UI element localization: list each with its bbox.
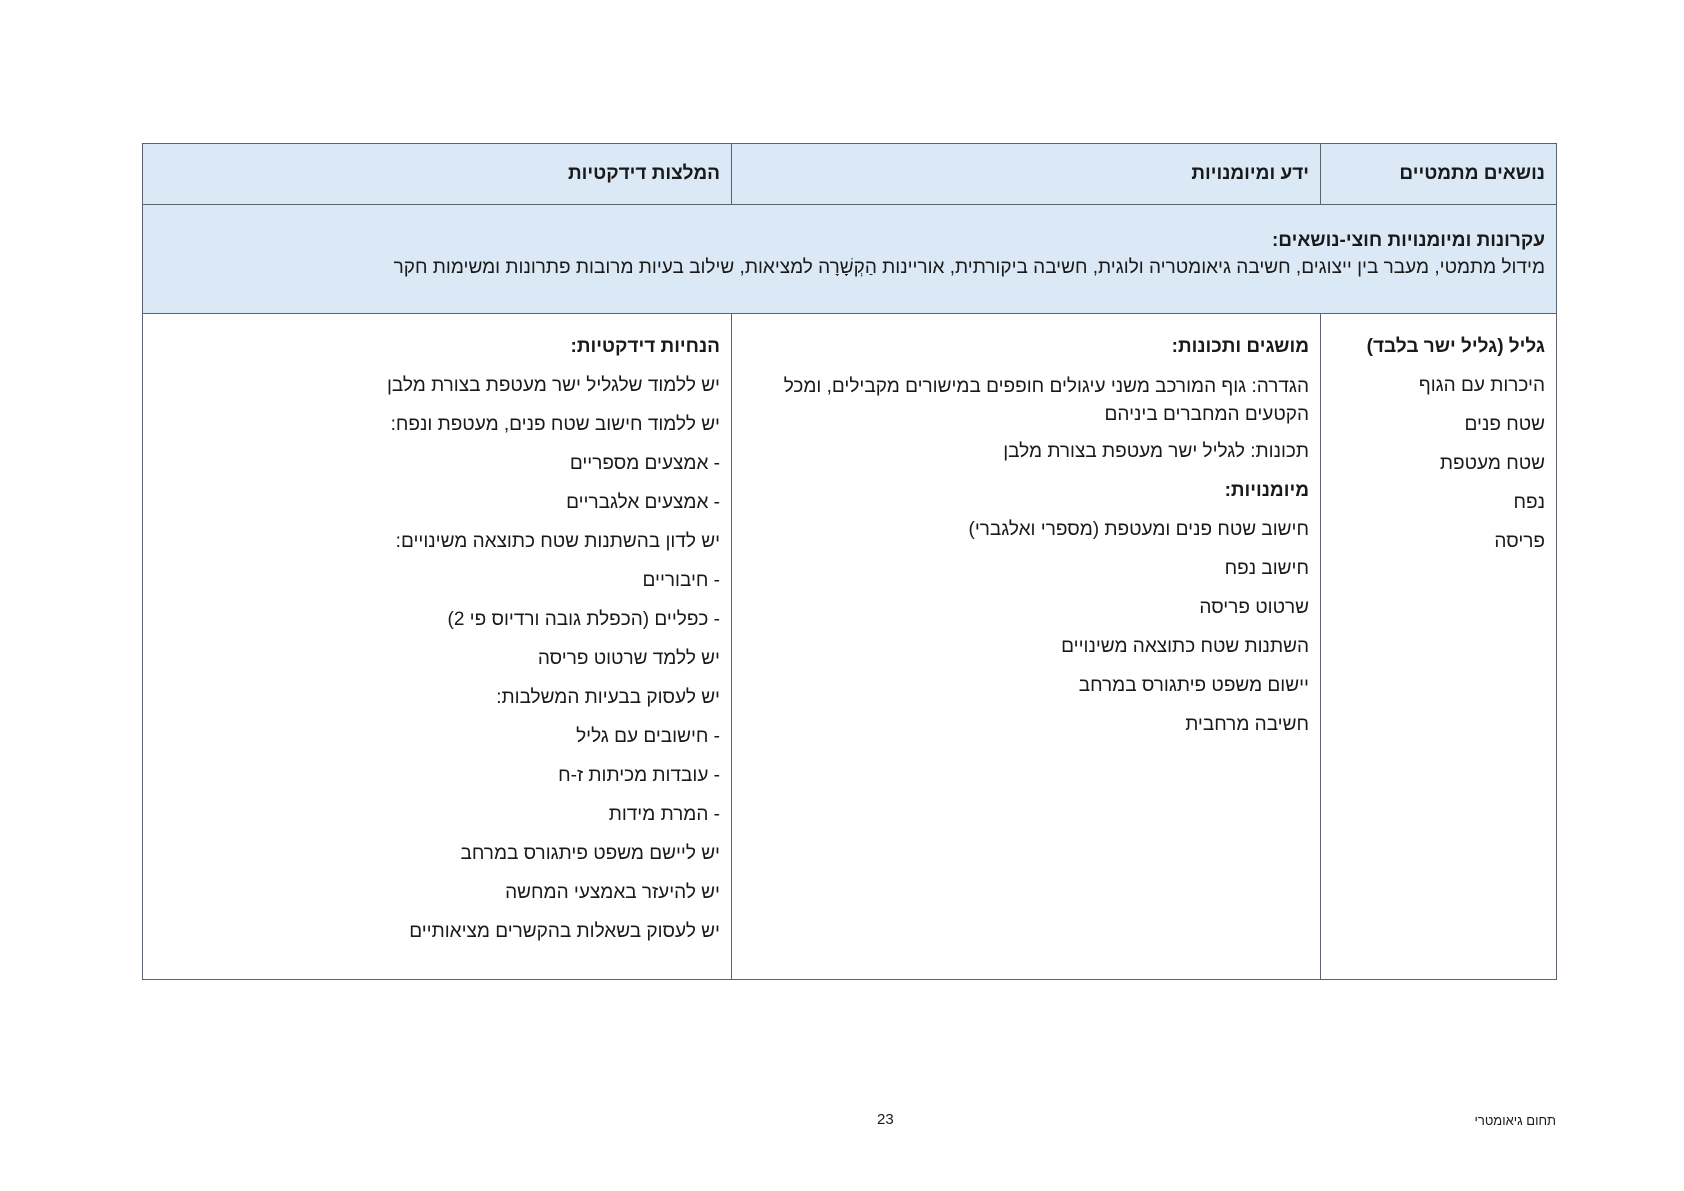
- topic-item: שטח פנים: [1464, 414, 1545, 435]
- topic-title: גליל (גליל ישר בלבד): [1366, 336, 1545, 357]
- didactic-item: יש לעסוק בבעיות המשלבות:: [496, 687, 720, 708]
- skill-item: יישום משפט פיתגורס במרחב: [1078, 675, 1309, 696]
- header-knowledge: ידע ומיומנויות: [732, 144, 1321, 205]
- principles-cell: [143, 205, 1557, 314]
- didactic-item: - אמצעים מספריים: [569, 453, 720, 474]
- topic-item: נפח: [1513, 492, 1545, 513]
- principles-row: [143, 205, 1557, 314]
- skill-item: חשיבה מרחבית: [1185, 714, 1309, 735]
- didactic-item: - עובדות מכיתות ז-ח: [558, 765, 720, 786]
- didactic-item: יש לדון בהשתנות שטח כתוצאה משינויים:: [395, 531, 720, 552]
- knowledge-cell: [732, 314, 1321, 980]
- didactic-item: יש ליישם משפט פיתגורס במרחב: [460, 843, 720, 864]
- skill-item: חישוב נפח: [1224, 558, 1309, 579]
- topics-cell: [1321, 314, 1557, 980]
- principles-text: מידול מתמטי, מעבר בין ייצוגים, חשיבה גיאומטריה ולוגית, חשיבה ביקורתית, אוריינות הַקְשָׁרָה למציאות, שילוב בעיות מרובות פתרונות ומשימות חקר: [393, 257, 1545, 278]
- footer-section-label: תחום גיאומטרי: [1474, 1113, 1556, 1128]
- didactic-title: הנחיות דידקטיות:: [570, 336, 720, 357]
- didactic-item: יש ללמד שרטוט פריסה: [537, 648, 720, 669]
- didactic-item: - חיבוריים: [642, 570, 720, 591]
- topic-item: שטח מעטפת: [1439, 453, 1545, 474]
- property-text: תכונות: לגליל ישר מעטפת בצורת מלבן: [1003, 441, 1309, 462]
- header-row: [143, 144, 1557, 205]
- skill-item: חישוב שטח פנים ומעטפת (מספרי ואלגברי): [968, 519, 1309, 540]
- didactic-item: יש להיעזר באמצעי המחשה: [505, 882, 720, 903]
- header-didactic: המלצות דידקטיות: [143, 144, 732, 205]
- body-row: [143, 314, 1557, 980]
- didactic-item: - המרת מידות: [608, 804, 720, 825]
- skills-title: מיומנויות:: [1224, 480, 1309, 501]
- definition-text: הגדרה: גוף המורכב משני עיגולים חופפים במישורים מקבילים, ומכל הקטעים המחברים ביניהם: [783, 376, 1309, 425]
- didactic-cell: [143, 314, 732, 980]
- curriculum-table: [142, 143, 1557, 980]
- principles-title: עקרונות ומיומנויות חוצי-נושאים:: [1271, 230, 1545, 251]
- concepts-title: מושגים ותכונות:: [1171, 336, 1309, 357]
- didactic-item: - חישובים עם גליל: [576, 726, 720, 747]
- topic-item: פריסה: [1494, 531, 1545, 552]
- header-topics: נושאים מתמטיים: [1321, 144, 1557, 205]
- didactic-item: יש ללמוד חישוב שטח פנים, מעטפת ונפח:: [390, 414, 720, 435]
- skill-item: השתנות שטח כתוצאה משינויים: [1061, 636, 1309, 657]
- didactic-item: - אמצעים אלגבריים: [566, 492, 720, 513]
- skill-item: שרטוט פריסה: [1199, 597, 1309, 618]
- page-number: 23: [877, 1111, 894, 1128]
- didactic-item: - כפליים (הכפלת גובה ורדיוס פי 2): [447, 609, 720, 630]
- topic-item: היכרות עם הגוף: [1418, 375, 1545, 396]
- didactic-item: יש ללמוד שלגליל ישר מעטפת בצורת מלבן: [386, 375, 720, 396]
- didactic-item: יש לעסוק בשאלות בהקשרים מציאותיים: [409, 921, 720, 942]
